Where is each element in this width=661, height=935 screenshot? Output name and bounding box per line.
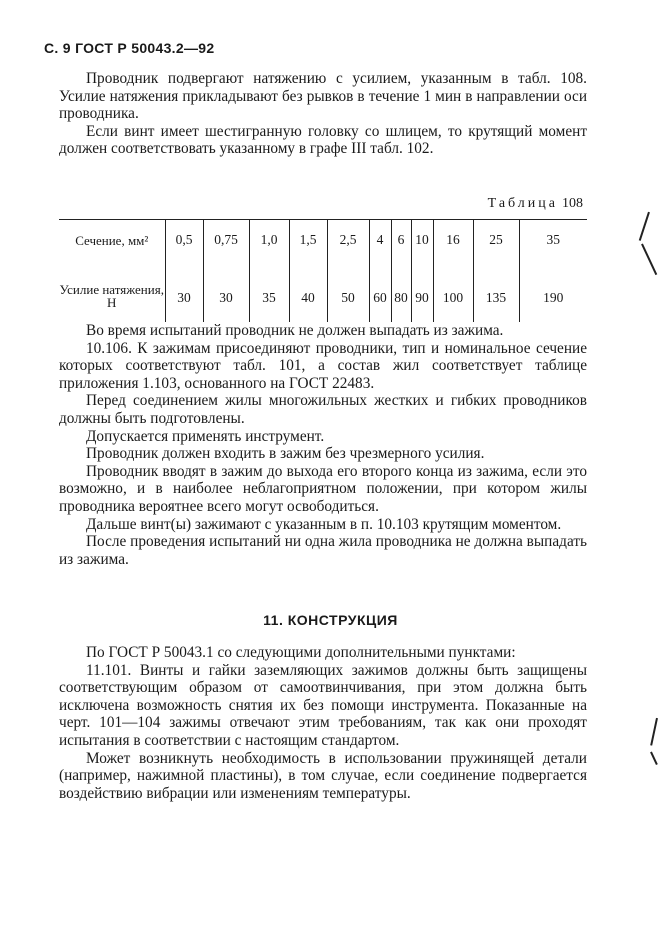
table-cell: 190 (519, 260, 587, 322)
table-cell: 6 (391, 220, 411, 261)
table-cell: 2,5 (327, 220, 369, 261)
table-cell: 1,5 (289, 220, 327, 261)
paragraph: Может возникнуть необходимость в использовании пружинящей детали (например, нажимной пластины), в том случае, если соединение подвергается воздействию вибрации или изменениям температуры. (59, 749, 587, 802)
table-cell: 0,5 (165, 220, 203, 261)
paragraph: Если винт имеет шестигранную головку со шлицем, то крутящий момент должен соответствовать указанному в графе III табл. 102. (59, 122, 587, 158)
table-cell: 30 (203, 260, 249, 322)
table-cell: 100 (433, 260, 473, 322)
paragraph: Допускается применять инструмент. (86, 427, 325, 445)
table-header-cross-section: Сечение, мм² (59, 220, 165, 261)
revision-mark (650, 752, 657, 765)
text-block-tension (59, 70, 587, 158)
table-cell: 16 (433, 220, 473, 261)
paragraph: Дальше винт(ы) зажимают с указанным в п. 10.103 крутящим моментом. (86, 515, 562, 533)
paragraph: 11.101. Винты и гайки заземляющих зажимов должны быть защищены соответствующим образом от самоотвинчивания, при этом должна быть исключена возможность снятия их без помощи инструмента. Показанные на черт. 101—104 зажимы отвечают этим требованиям, так как они проходят испытания в соответствии с настоящим стандартом. (59, 661, 587, 749)
paragraph: Во время испытаний проводник не должен выпадать из зажима. (86, 322, 504, 339)
revision-mark (650, 718, 657, 746)
table-cell: 90 (411, 260, 433, 322)
paragraph: Перед соединением жилы многожильных жестких и гибких проводников должны быть подготовлены. (59, 392, 587, 427)
table-caption-label: Таблица (487, 196, 558, 211)
table-header-tension-force: Усилие натяжения, Н (59, 282, 164, 310)
paragraph: Проводник должен входить в зажим без чрезмерного усилия. (86, 445, 485, 463)
paragraph: Проводник вводят в зажим до выхода его второго конца из зажима, если это возможно, и в наиболее неблагоприятном положении, при котором жилы проводника вероятнее всего могут освободиться. (59, 462, 587, 515)
table-cell: 80 (391, 260, 411, 322)
table-cell: 50 (327, 260, 369, 322)
text-block-construction (59, 644, 587, 802)
table-cell: 25 (473, 220, 519, 261)
table-cell: 1,0 (249, 220, 289, 261)
table-cell: 30 (165, 260, 203, 322)
revision-mark (639, 212, 650, 241)
page-header: С. 9 ГОСТ Р 50043.2—92 (44, 40, 215, 56)
table-cell: 60 (369, 260, 391, 322)
table-row-tension-force (59, 260, 587, 322)
table-caption-number: 108 (562, 196, 583, 211)
section-title: 11. КОНСТРУКЦИЯ (263, 612, 398, 628)
table-caption (488, 196, 583, 212)
revision-mark (641, 244, 657, 275)
tension-table (59, 219, 587, 322)
text-block-test-procedure (59, 322, 587, 568)
paragraph: После проведения испытаний ни одна жила проводника не должна выпадать из зажима. (59, 533, 587, 568)
table-cell: 35 (519, 220, 587, 261)
table-cell: 4 (369, 220, 391, 261)
table-cell: 0,75 (203, 220, 249, 261)
table-cell: 40 (289, 260, 327, 322)
table-cell: 10 (411, 220, 433, 261)
table-cell: 35 (249, 260, 289, 322)
paragraph: 10.106. К зажимам присоединяют проводники, тип и номинальное сечение которых соответствуют табл. 101, а состав жил соответствует таблице приложения 1.103, основанного на ГОСТ 22483. (59, 339, 587, 392)
table-cell: 135 (473, 260, 519, 322)
paragraph: По ГОСТ Р 50043.1 со следующими дополнительными пунктами: (86, 644, 516, 661)
paragraph: Проводник подвергают натяжению с усилием, указанным в табл. 108. Усилие натяжения прикладывают без рывков в течение 1 мин в направлении оси проводника. (59, 70, 587, 123)
table-row-cross-section (59, 220, 587, 261)
